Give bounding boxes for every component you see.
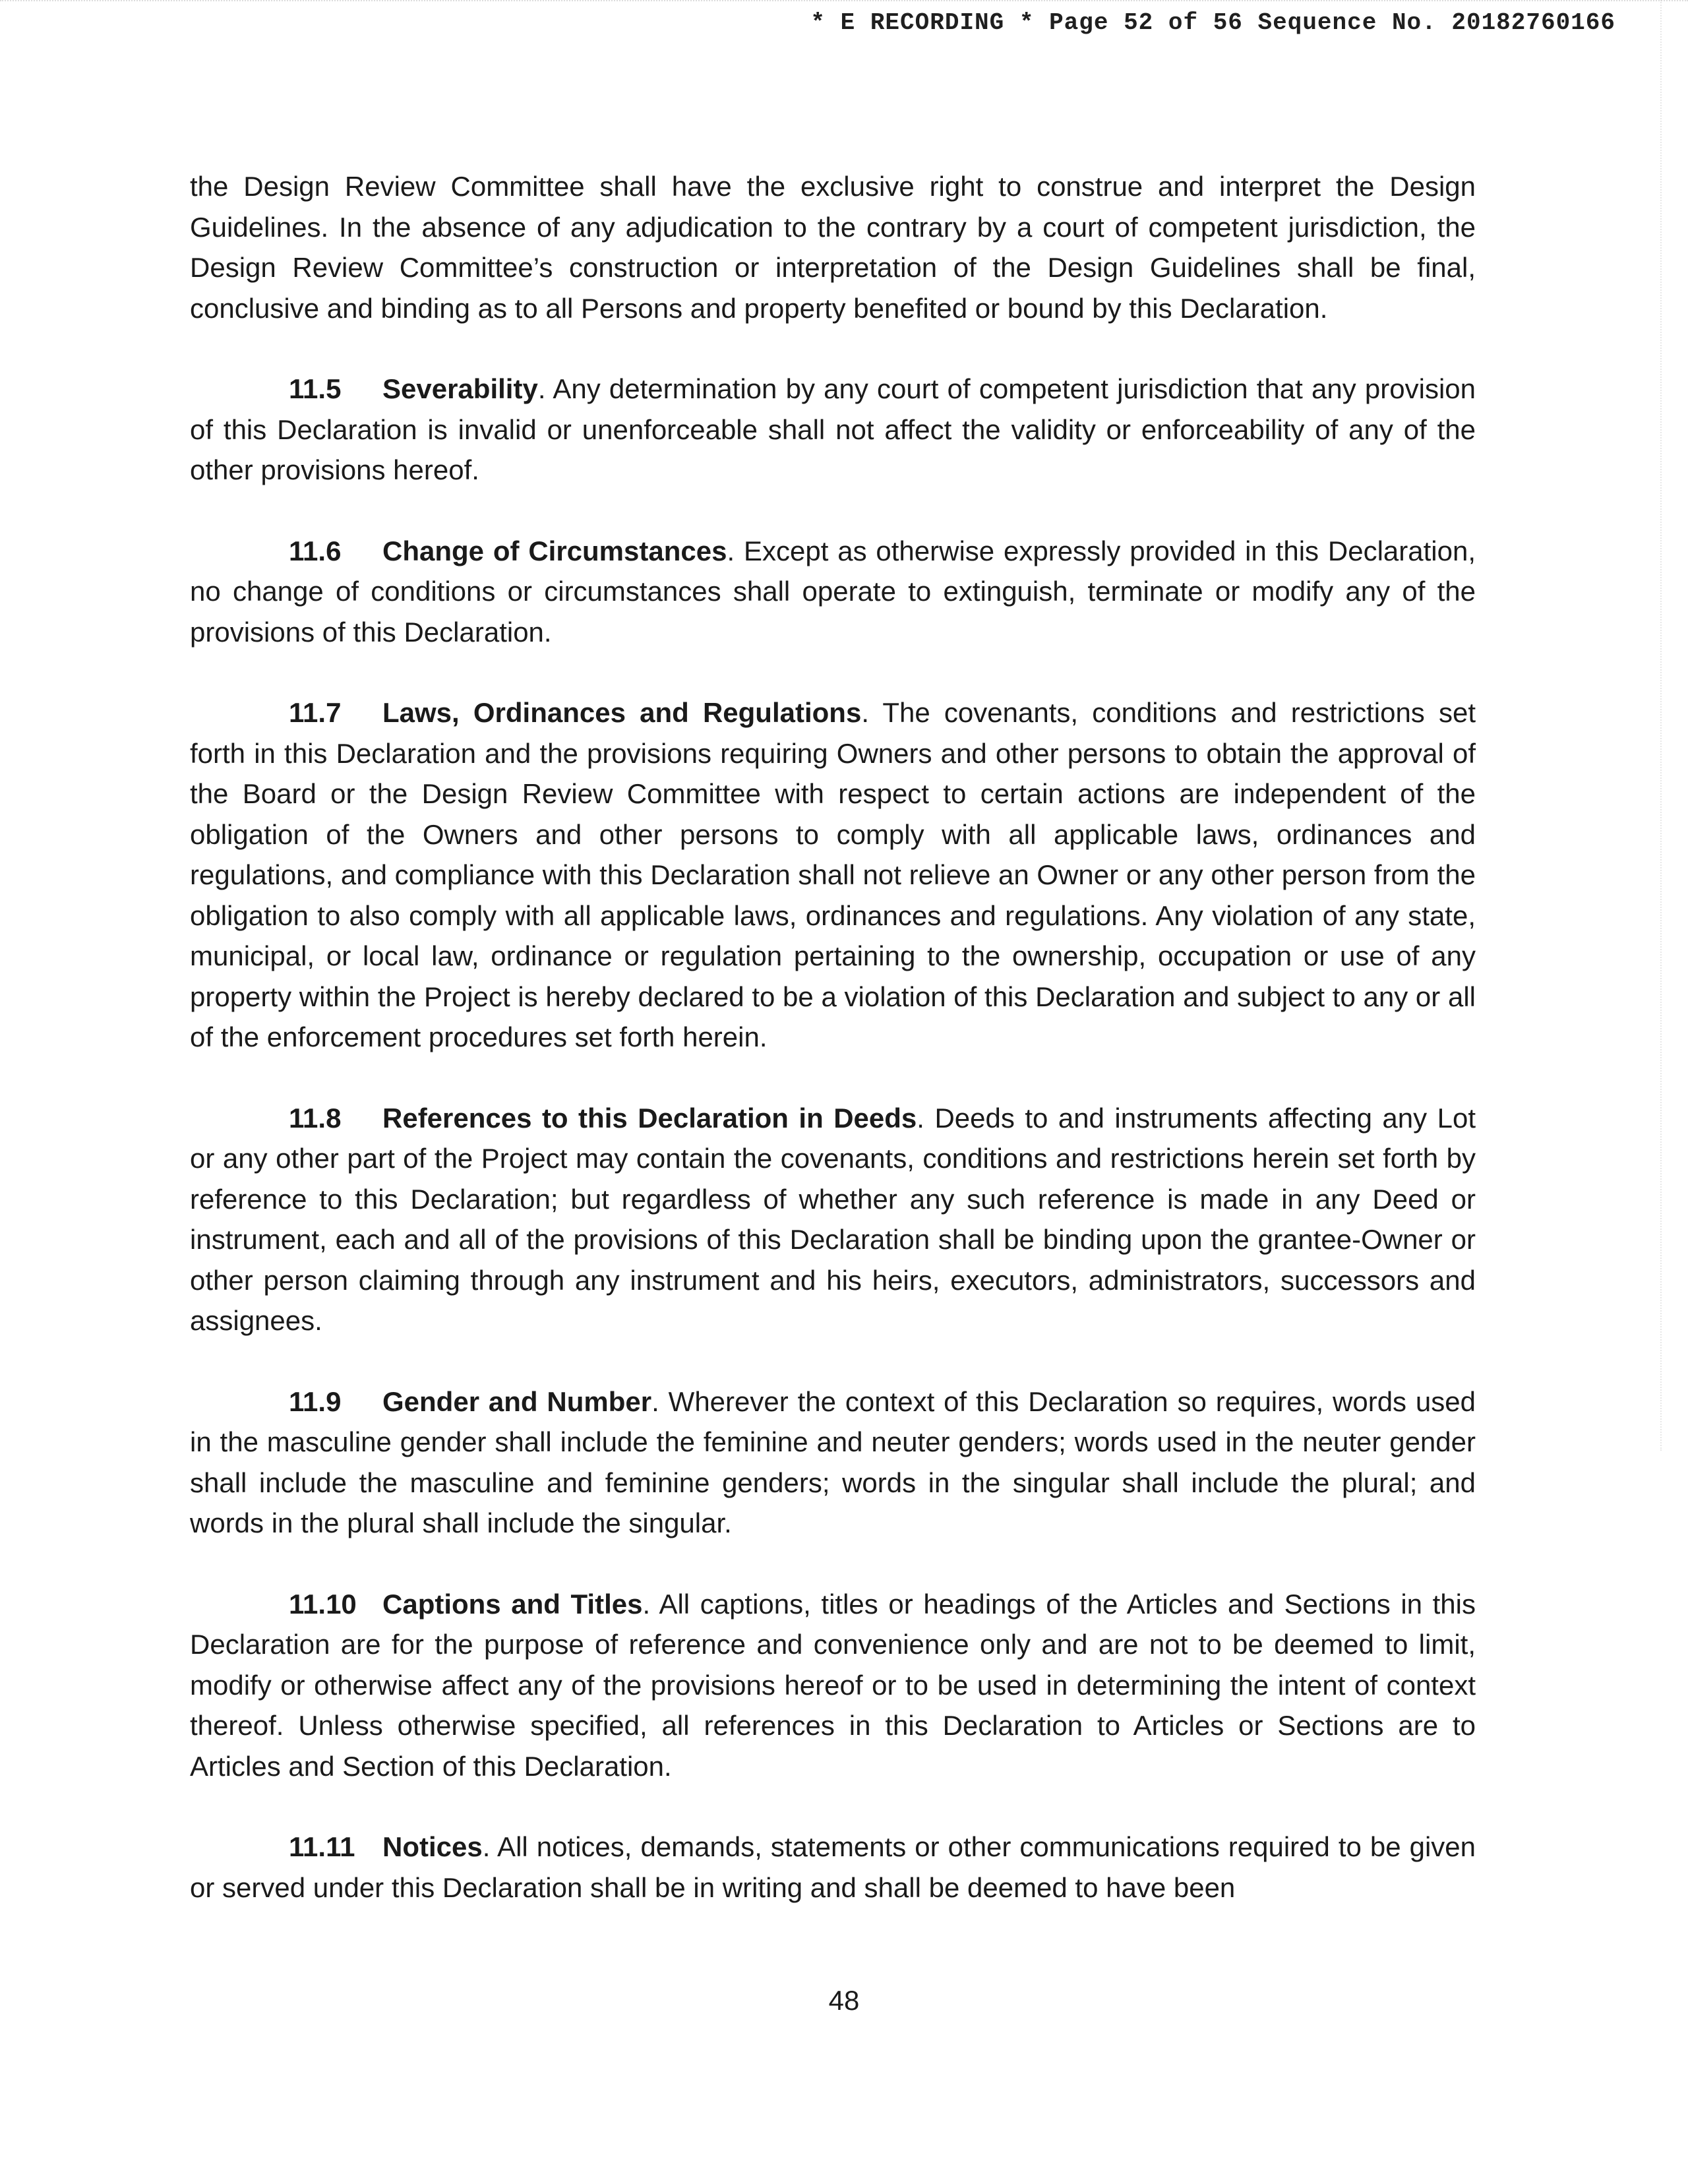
- scan-artifact-right: [1658, 0, 1662, 1451]
- section-11-6: 11.6 Change of Circumstances. Except as otherwise expressly provided in this Declaration, no change of conditions or circumstances shall operate to extinguish, terminate or modify any of the provisions of this Declaration.: [190, 531, 1476, 653]
- document-body: [190, 166, 1476, 1948]
- section-text: All notices, demands, statements or other communications required to be given or served under this Declaration shall be in writing and shall be deemed to have been: [190, 1831, 1476, 1903]
- section-text: The covenants, conditions and restrictions set forth in this Declaration and the provisions requiring Owners and other persons to obtain the approval of the Board or the Design Review Committee with respect to certain actions are independent of the obligation of the Owners and other persons to comply with all applicable laws, ordinances and regulations, and compliance with this Declaration shall not relieve an Owner or any other person from the obligation to also comply with all applicable laws, ordinances and regulations. Any violation of any state, municipal, or local law, ordinance or regulation pertaining to the ownership, occupation or use of any property within the Project is hereby declared to be a violation of this Declaration and subject to any or all of the enforcement procedures set forth herein.: [190, 697, 1476, 1052]
- section-11-8: 11.8 References to this Declaration in Deeds. Deeds to and instruments affecting any Lot or any other part of the Project may contain the covenants, conditions and restrictions herein set forth by reference to this Declaration; but regardless of whether any such reference is made in any Deed or instrument, each and all of the provisions of this Declaration shall be binding upon the grantee-Owner or other person claiming through any instrument and his heirs, executors, administrators, successors and assignees.: [190, 1098, 1476, 1341]
- section-11-10: 11.10 Captions and Titles. All captions, titles or headings of the Articles and Sections in this Declaration are for the purpose of reference and convenience only and are not to be deemed to limit, modify or otherwise affect any of the provisions hereof or to be used in determining the intent of context thereof. Unless otherwise specified, all references in this Declaration to Articles or Sections are to Articles and Section of this Declaration.: [190, 1584, 1476, 1787]
- section-number: 11.8: [289, 1102, 342, 1134]
- section-number: 11.11: [289, 1831, 355, 1862]
- section-title: Laws, Ordinances and Regulations: [382, 697, 862, 728]
- scan-artifact-top: [0, 0, 1688, 7]
- section-title: References to this Declaration in Deeds: [382, 1102, 917, 1134]
- section-title: Notices: [382, 1831, 483, 1862]
- section-title: Captions and Titles: [382, 1588, 643, 1620]
- section-11-7: 11.7 Laws, Ordinances and Regulations. The covenants, conditions and restrictions set forth in this Declaration and the provisions requiring Owners and other persons to obtain the approval of the Board or the Design Review Committee with respect to certain actions are independent of the obligation of the Owners and other persons to comply with all applicable laws, ordinances and regulations, and compliance with this Declaration shall not relieve an Owner or any other person from the obligation to also comply with all applicable laws, ordinances and regulations. Any violation of any state, municipal, or local law, ordinance or regulation pertaining to the ownership, occupation or use of any property within the Project is hereby declared to be a violation of this Declaration and subject to any or all of the enforcement procedures set forth herein.: [190, 692, 1476, 1058]
- section-number: 11.5: [289, 373, 342, 404]
- section-text: All captions, titles or headings of the Articles and Sections in this Declaration are for the purpose of reference and convenience only and are not to be deemed to limit, modify or otherwise affect any of the provisions hereof or to be used in determining the intent of context thereof. Unless otherwise specified, all references in this Declaration to Articles or Sections are to Articles and Section of this Declaration.: [190, 1588, 1476, 1782]
- section-number: 11.10: [289, 1588, 357, 1620]
- section-text: Deeds to and instruments affecting any Lot or any other part of the Project may contain the covenants, conditions and restrictions herein set forth by reference to this Declaration; but regardless of whether any such reference is made in any Deed or instrument, each and all of the provisions of this Declaration shall be binding upon the grantee-Owner or other person claiming through any instrument and his heirs, executors, administrators, successors and assignees.: [190, 1102, 1476, 1336]
- section-title: Severability: [382, 373, 538, 404]
- intro-paragraph: the Design Review Committee shall have the exclusive right to construe and interpret the Design Guidelines. In the absence of any adjudication to the contrary by a court of competent jurisdiction, the Design Review Committee’s construction or interpretation of the Design Guidelines shall be final, conclusive and binding as to all Persons and property benefited or bound by this Declaration.: [190, 171, 1476, 324]
- section-number: 11.6: [289, 535, 342, 566]
- section-title: Gender and Number: [382, 1385, 652, 1417]
- section-number: 11.7: [289, 697, 342, 728]
- recording-header: * E RECORDING * Page 52 of 56 Sequence No. 20182760166: [810, 9, 1615, 36]
- section-number: 11.9: [289, 1385, 342, 1417]
- section-11-11: 11.11 Notices. All notices, demands, statements or other communications required to be given or served under this Declaration shall be in writing and shall be deemed to have been: [190, 1827, 1476, 1908]
- section-text: Any determination by any court of competent jurisdiction that any provision of this Declaration is invalid or unenforceable shall not affect the validity or enforceability of any of the other provisions hereof.: [190, 373, 1476, 485]
- page-number: 48: [828, 1985, 860, 2016]
- section-text: Except as otherwise expressly provided in this Declaration, no change of conditions or circumstances shall operate to extinguish, terminate or modify any of the provisions of this Declaration.: [190, 535, 1476, 648]
- section-11-9: 11.9 Gender and Number. Wherever the context of this Declaration so requires, words used in the masculine gender shall include the feminine and neuter genders; words used in the neuter gender shall include the masculine and feminine genders; words in the singular shall include the plural; and words in the plural shall include the singular.: [190, 1381, 1476, 1544]
- section-text: Wherever the context of this Declaration so requires, words used in the masculine gender shall include the feminine and neuter genders; words used in the neuter gender shall include the masculine and feminine genders; words in the singular shall include the plural; and words in the plural shall include the singular.: [190, 1385, 1476, 1538]
- section-11-5: 11.5 Severability. Any determination by any court of competent jurisdiction that any provision of this Declaration is invalid or unenforceable shall not affect the validity or enforceability of any of the other provisions hereof.: [190, 369, 1476, 491]
- section-title: Change of Circumstances: [382, 535, 727, 566]
